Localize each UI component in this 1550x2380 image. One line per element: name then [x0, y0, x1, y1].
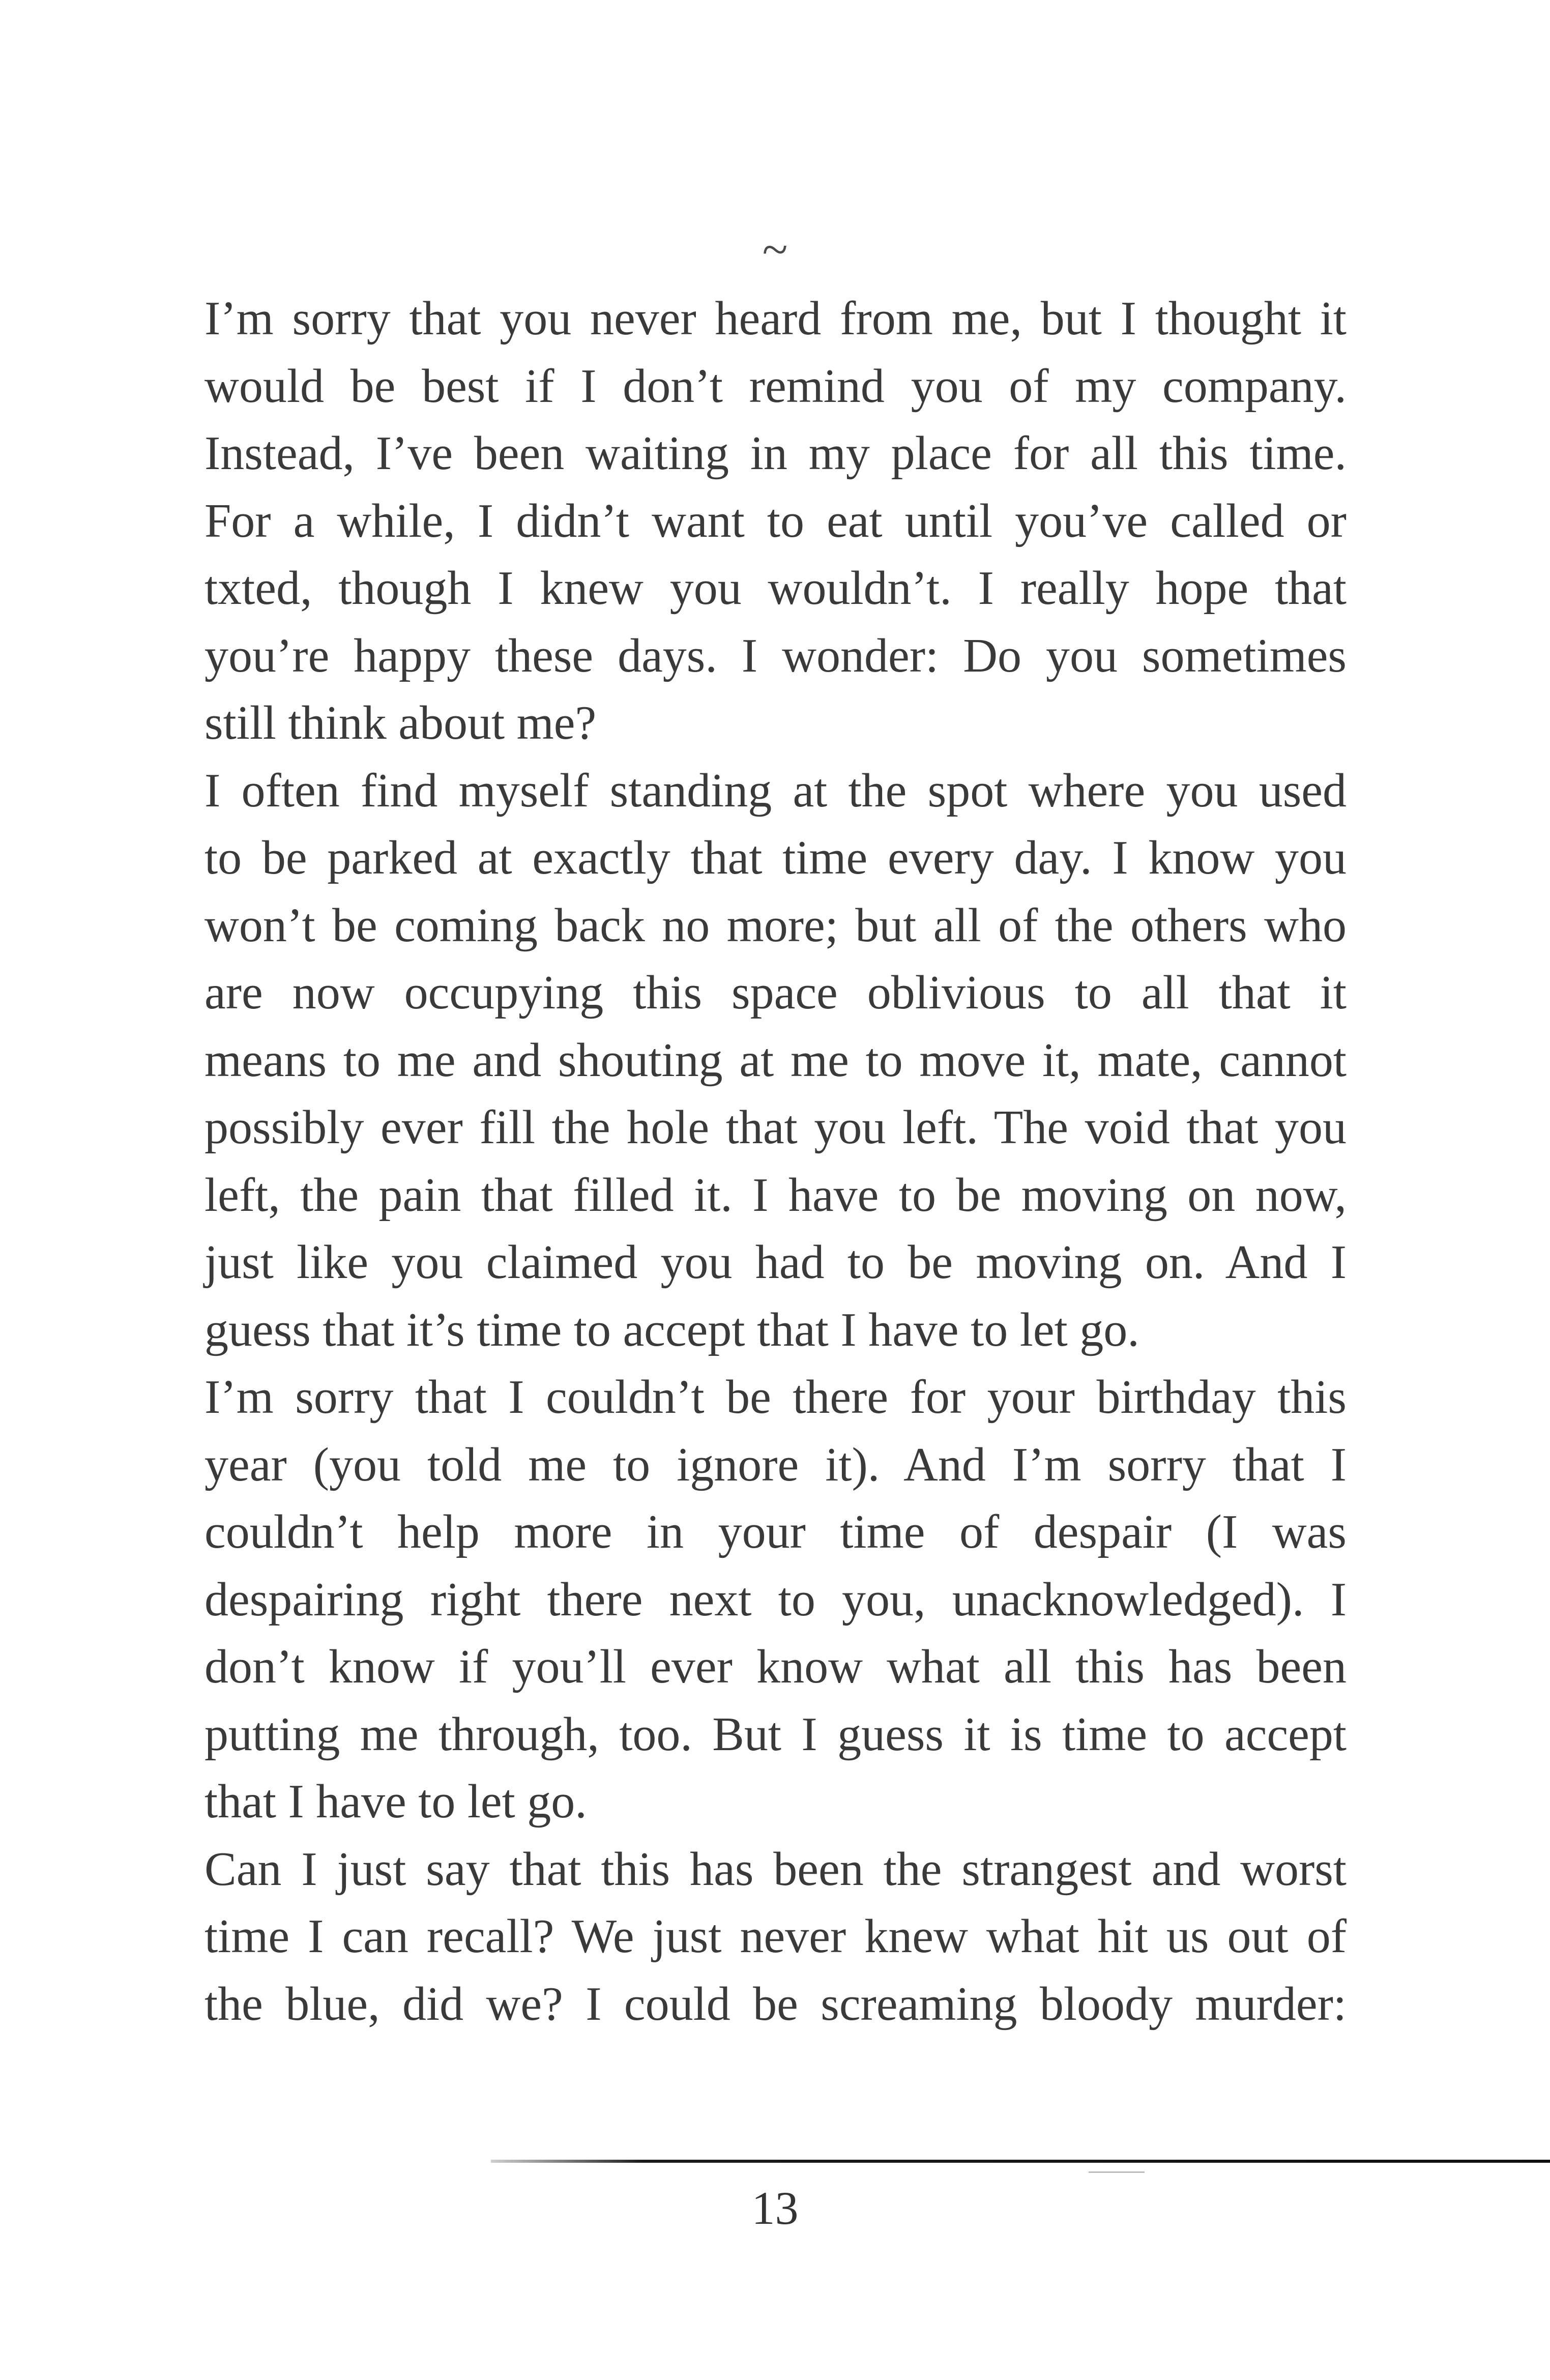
text-line: I often find myself standing at the spot where you used — [204, 764, 1347, 817]
body-text — [204, 285, 1347, 2038]
paragraph-3 — [204, 1363, 1347, 1836]
text-line: year (you told me to ignore it). And I’m sorry that I — [204, 1438, 1347, 1491]
text-line: Instead, I’ve been waiting in my place for all this time. — [204, 427, 1347, 480]
text-line: would be best if I don’t remind you of my company. — [204, 359, 1347, 413]
page-number: 13 — [751, 2182, 799, 2234]
text-line: left, the pain that filled it. I have to be moving on now, — [204, 1168, 1347, 1222]
paragraph-2 — [204, 757, 1347, 1364]
text-line: to be parked at exactly that time every day. I know you — [204, 831, 1347, 884]
text-line: For a while, I didn’t want to eat until you’ve called or — [204, 494, 1347, 547]
text-line: putting me through, too. But I guess it is time to accept — [204, 1707, 1347, 1761]
text-line: I’m sorry that I couldn’t be there for your birthday this — [204, 1371, 1347, 1424]
section-separator: ~ — [762, 223, 788, 275]
text-line: couldn’t help more in your time of despair (I was — [204, 1505, 1347, 1558]
text-line: possibly ever fill the hole that you left. The void that you — [204, 1101, 1347, 1154]
footer-rule — [491, 2160, 1550, 2163]
text-line: still think about me? — [204, 696, 597, 749]
text-line: that I have to let go. — [204, 1775, 587, 1828]
text-line: guess that it’s time to accept that I have to let go. — [204, 1303, 1139, 1356]
text-line: won’t be coming back no more; but all of the others who — [204, 898, 1347, 952]
paragraph-4 — [204, 1836, 1347, 2038]
text-line: the blue, did we? I could be screaming bloody murder: — [204, 1977, 1347, 2030]
footer-rule-accent — [1089, 2171, 1145, 2173]
paragraph-1 — [204, 285, 1347, 757]
text-line: you’re happy these days. I wonder: Do you sometimes — [204, 629, 1347, 682]
text-line: are now occupying this space oblivious to all that it — [204, 966, 1347, 1019]
text-line: just like you claimed you had to be moving on. And I — [204, 1236, 1347, 1289]
text-line: time I can recall? We just never knew what hit us out of — [204, 1910, 1347, 1963]
text-line: means to me and shouting at me to move it, mate, cannot — [204, 1033, 1347, 1087]
text-line: don’t know if you’ll ever know what all this has been — [204, 1640, 1347, 1693]
text-line: txted, though I knew you wouldn’t. I really hope that — [204, 562, 1347, 615]
text-line: I’m sorry that you never heard from me, but I thought it — [204, 292, 1347, 345]
text-line: Can I just say that this has been the strangest and worst — [204, 1842, 1347, 1896]
text-line: despairing right there next to you, unacknowledged). I — [204, 1573, 1347, 1626]
